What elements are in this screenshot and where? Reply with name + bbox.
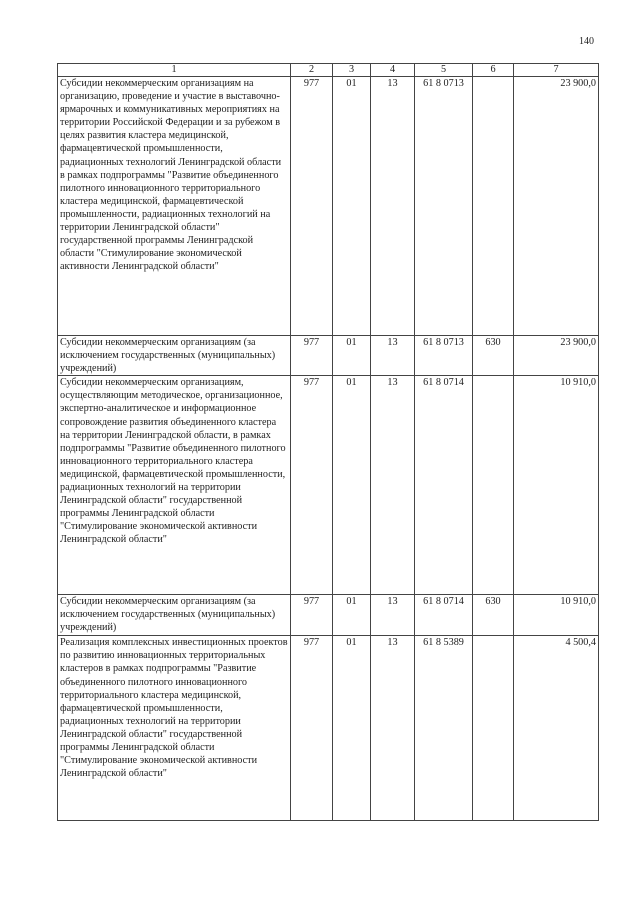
table-row <box>58 336 599 376</box>
cell-section: 01 <box>333 376 371 595</box>
cell-section: 01 <box>333 77 371 336</box>
cell-subsection: 13 <box>371 376 415 595</box>
table-row <box>58 595 599 636</box>
row-description: Субсидии некоммерческим организациям, осуществляющим методическое, организационное, экспертно-аналитическое и информационное сопровождение развития объединенного кластера на территории Ленинградской области, в рамках подпрограммы "Развитие объединенного пилотного инновационного территориального кластера медицинской, фармацевтической промышленности, радиационных технологий на территории Ленинградской области" государственной программы Ленинградской области "Стимулирование экономической активности Ленинградской области" <box>58 376 291 595</box>
cell-ministry-code: 977 <box>291 336 333 376</box>
cell-target-article: 61 8 0713 <box>415 77 473 336</box>
cell-amount: 10 910,0 <box>514 595 599 636</box>
table-row <box>58 636 599 821</box>
row-description: Реализация комплексных инвестиционных проектов по развитию инновационных территориальных кластеров в рамках подпрограммы "Развитие объединенного пилотного инновационного территориального кластера медицинской, фармацевтической промышленности, радиационных технологий на территории Ленинградской области" государственной программы Ленинградской области "Стимулирование экономической активности Ленинградской области" <box>58 636 291 821</box>
column-header: 5 <box>415 64 473 77</box>
cell-amount: 23 900,0 <box>514 77 599 336</box>
column-header: 6 <box>473 64 514 77</box>
cell-target-article: 61 8 5389 <box>415 636 473 821</box>
cell-section: 01 <box>333 595 371 636</box>
cell-amount: 4 500,4 <box>514 636 599 821</box>
cell-ministry-code: 977 <box>291 376 333 595</box>
page-number: 140 <box>579 36 594 47</box>
table-row <box>58 77 599 336</box>
cell-ministry-code: 977 <box>291 595 333 636</box>
cell-expense-type <box>473 77 514 336</box>
cell-subsection: 13 <box>371 77 415 336</box>
row-description: Субсидии некоммерческим организациям (за исключением государственных (муниципальных) учреждений) <box>58 595 291 636</box>
cell-subsection: 13 <box>371 336 415 376</box>
cell-expense-type <box>473 376 514 595</box>
table-header-row <box>58 64 599 77</box>
budget-table <box>57 63 599 821</box>
cell-expense-type: 630 <box>473 336 514 376</box>
cell-expense-type: 630 <box>473 595 514 636</box>
cell-section: 01 <box>333 636 371 821</box>
cell-section: 01 <box>333 336 371 376</box>
cell-ministry-code: 977 <box>291 636 333 821</box>
row-description: Субсидии некоммерческим организациям на организацию, проведение и участие в выставочно-ярмарочных и коммуникативных мероприятиях на территории Российской Федерации и за рубежом в целях развития кластера медицинской, фармацевтической промышленности, радиационных технологий Ленинградской области в рамках подпрограммы "Развитие объединенного пилотного инновационного территориального кластера медицинской, фармацевтической промышленности, радиационных технологий на территории Ленинградской области" государственной программы Ленинградской области "Стимулирование экономической активности Ленинградской области" <box>58 77 291 336</box>
column-header: 2 <box>291 64 333 77</box>
column-header: 1 <box>58 64 291 77</box>
column-header: 7 <box>514 64 599 77</box>
cell-target-article: 61 8 0713 <box>415 336 473 376</box>
cell-target-article: 61 8 0714 <box>415 376 473 595</box>
column-header: 3 <box>333 64 371 77</box>
cell-subsection: 13 <box>371 595 415 636</box>
cell-amount: 23 900,0 <box>514 336 599 376</box>
column-header: 4 <box>371 64 415 77</box>
row-description: Субсидии некоммерческим организациям (за исключением государственных (муниципальных) учреждений) <box>58 336 291 376</box>
table-row <box>58 376 599 595</box>
cell-ministry-code: 977 <box>291 77 333 336</box>
cell-target-article: 61 8 0714 <box>415 595 473 636</box>
cell-subsection: 13 <box>371 636 415 821</box>
cell-amount: 10 910,0 <box>514 376 599 595</box>
cell-expense-type <box>473 636 514 821</box>
